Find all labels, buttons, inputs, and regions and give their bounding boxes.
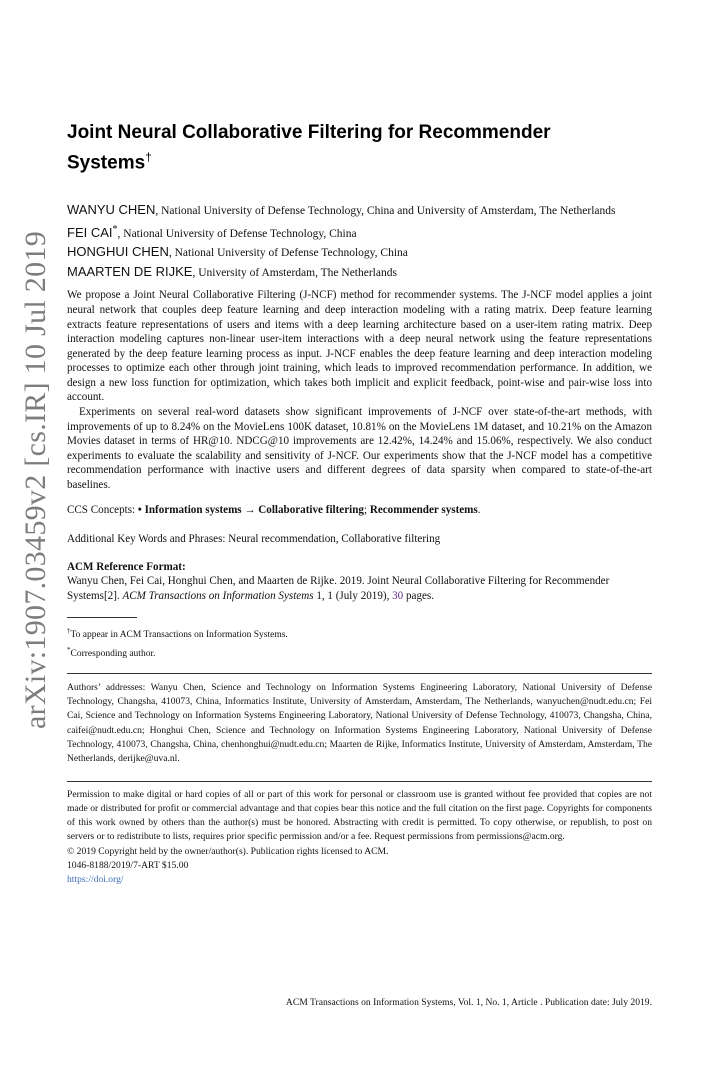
author-name: HONGHUI CHEN [67,244,169,260]
keywords: Additional Key Words and Phrases: Neural recommendation, Collaborative filtering [67,532,441,545]
author-name: MAARTEN DE RIJKE [67,263,193,279]
ccs-end: . [477,503,481,516]
title-line-1: Joint Neural Collaborative Filtering for Recommender [67,122,551,143]
author-list [67,201,652,282]
arxiv-identifier: arXiv:1907.03459v2 [cs.IR] 10 Jul 2019 [19,230,52,730]
permission-notice [67,781,652,888]
footnote-text: To appear in ACM Transactions on Information Systems. [70,630,288,641]
author-affiliation: , University of Amsterdam, The Netherlands [192,266,397,279]
issn-line: 1046-8188/2019/7-ART $15.00 [67,860,189,871]
acm-reference-format [67,560,652,604]
footnote-mark: † [67,627,71,636]
author-entry [67,263,652,283]
reference-citation: Wanyu Chen, Fei Cai, Honghui Chen, and Maarten de Rijke. 2019. Joint Neural Collaborative Filtering for Recommender Systems[2]. [67,575,610,602]
ccs-concept-2: Recommender systems [369,503,478,516]
copyright-line: © 2019 Copyright held by the owner/author(s). Publication rights licensed to ACM. [67,845,389,857]
footnote-mark: * [67,645,71,654]
footnote-rule [67,617,137,618]
ccs-separator: ; [363,503,370,516]
footnote [67,643,652,661]
footnote [67,624,652,642]
author-name: FEI CAI [67,224,113,240]
reference-pages-link[interactable]: 30 [392,589,404,602]
abstract-paragraph-1: We propose a Joint Neural Collaborative Filtering (J-NCF) method for recommender systems. The J-NCF model applies a joint neural network that couples deep feature learning and deep interaction modeling with a rating matrix. Deep feature learning extracts feature representations of users and items with a deep learning architecture based on a user-item rating matrix. Deep interaction modeling captures non-linear user-item interactions with a deep neural network using the feature representations generated by the deep feature learning process as input. J-NCF enables the deep feature learning and deep interaction modeling processes to optimize each other through joint training, which leads to improved recommendation performance. In addition, we design a new loss function for optimization, which takes both implicit and explicit feedback, point-wise and pair-wise loss into account. [67,289,652,404]
reference-pages-word: pages. [403,589,435,602]
reference-heading: ACM Reference Format: [67,560,186,573]
footnote-text: Corresponding author. [70,648,156,659]
reference-volume: 1, 1 (July 2019), [313,589,393,602]
author-affiliation: , National University of Defense Technology, China [168,247,408,260]
ccs-concept-1: Information systems → Collaborative filtering [144,503,364,516]
ccs-bullet: • [137,503,145,516]
reference-journal: ACM Transactions on Information Systems [122,589,314,602]
author-entry [67,221,652,244]
abstract-paragraph-2: Experiments on several real-word datasets show significant improvements of J-NCF over state-of-the-art methods, with improvements of up to 8.24% on the MovieLens 100K dataset, 10.81% on the MovieLens 1M dataset, and 10.21% on the Amazon Movies dataset in terms of HR@10. NDCG@10 improvements are 12.42%, 14.24% and 15.06%, respectively. We also conduct experiments to evaluate the scalability and sensitivity of J-NCF. Our experiments show that the J-NCF model has a competitive recommendation performance with inactive users and different degrees of data sparsity when compared to state-of-the-art baselines. [67,406,652,492]
ccs-label: CCS Concepts: [67,503,138,516]
paper-first-page [67,120,652,888]
author-affiliation: , National University of Defense Technology, China and University of Amsterdam, The Netherlands [155,205,616,218]
ccs-concepts [67,503,652,517]
title-line-2: Systems [67,152,146,174]
author-name: WANYU CHEN [67,202,156,218]
footnotes [67,624,652,660]
title-footnote-mark: † [145,150,152,164]
page-footer: ACM Transactions on Information Systems, Vol. 1, No. 1, Article . Publication date: July 2019. [285,997,652,1008]
corresponding-mark: * [112,223,118,235]
author-entry [67,243,652,263]
authors-addresses: Authors’ addresses: Wanyu Chen, Science and Technology on Information Systems Engineering Laboratory, National University of Defense Technology, Changsha, 410073, China, Informatics Institute, University of Amsterdam, Amsterdam, The Netherlands, wanyuchen@nudt.edu.cn; Fei Cai, Science and Technology on Information Systems Engineering Laboratory, National University of Defense Technology, 410073, Changsha, China, caifei@nudt.edu.cn; Honghui Chen, Science and Technology on Information Systems Engineering Laboratory, National University of Defense Technology, 410073, Changsha, China, chenhonghui@nudt.edu.cn; Maarten de Rijke, Informatics Institute, University of Amsterdam, Amsterdam, The Netherlands, derijke@uva.nl. [67,673,652,767]
permission-text: Permission to make digital or hard copies of all or part of this work for personal or classroom use is granted without fee provided that copies are not made or distributed for profit or commercial advantage and that copies bear this notice and the full citation on the first page. Copyrights for components of this work owned by others than the author(s) must be honored. Abstracting with credit is permitted. To copy otherwise, or republish, to post on servers or to redistribute to lists, requires prior specific permission and/or a fee. Request permissions from permissions@acm.org. [67,788,652,843]
doi-link[interactable]: https://doi.org/ [67,874,124,886]
author-affiliation: , National University of Defense Technology, China [117,227,357,240]
paper-title [67,120,652,175]
author-entry [67,201,652,221]
reference-text [67,574,652,603]
abstract [67,288,652,492]
